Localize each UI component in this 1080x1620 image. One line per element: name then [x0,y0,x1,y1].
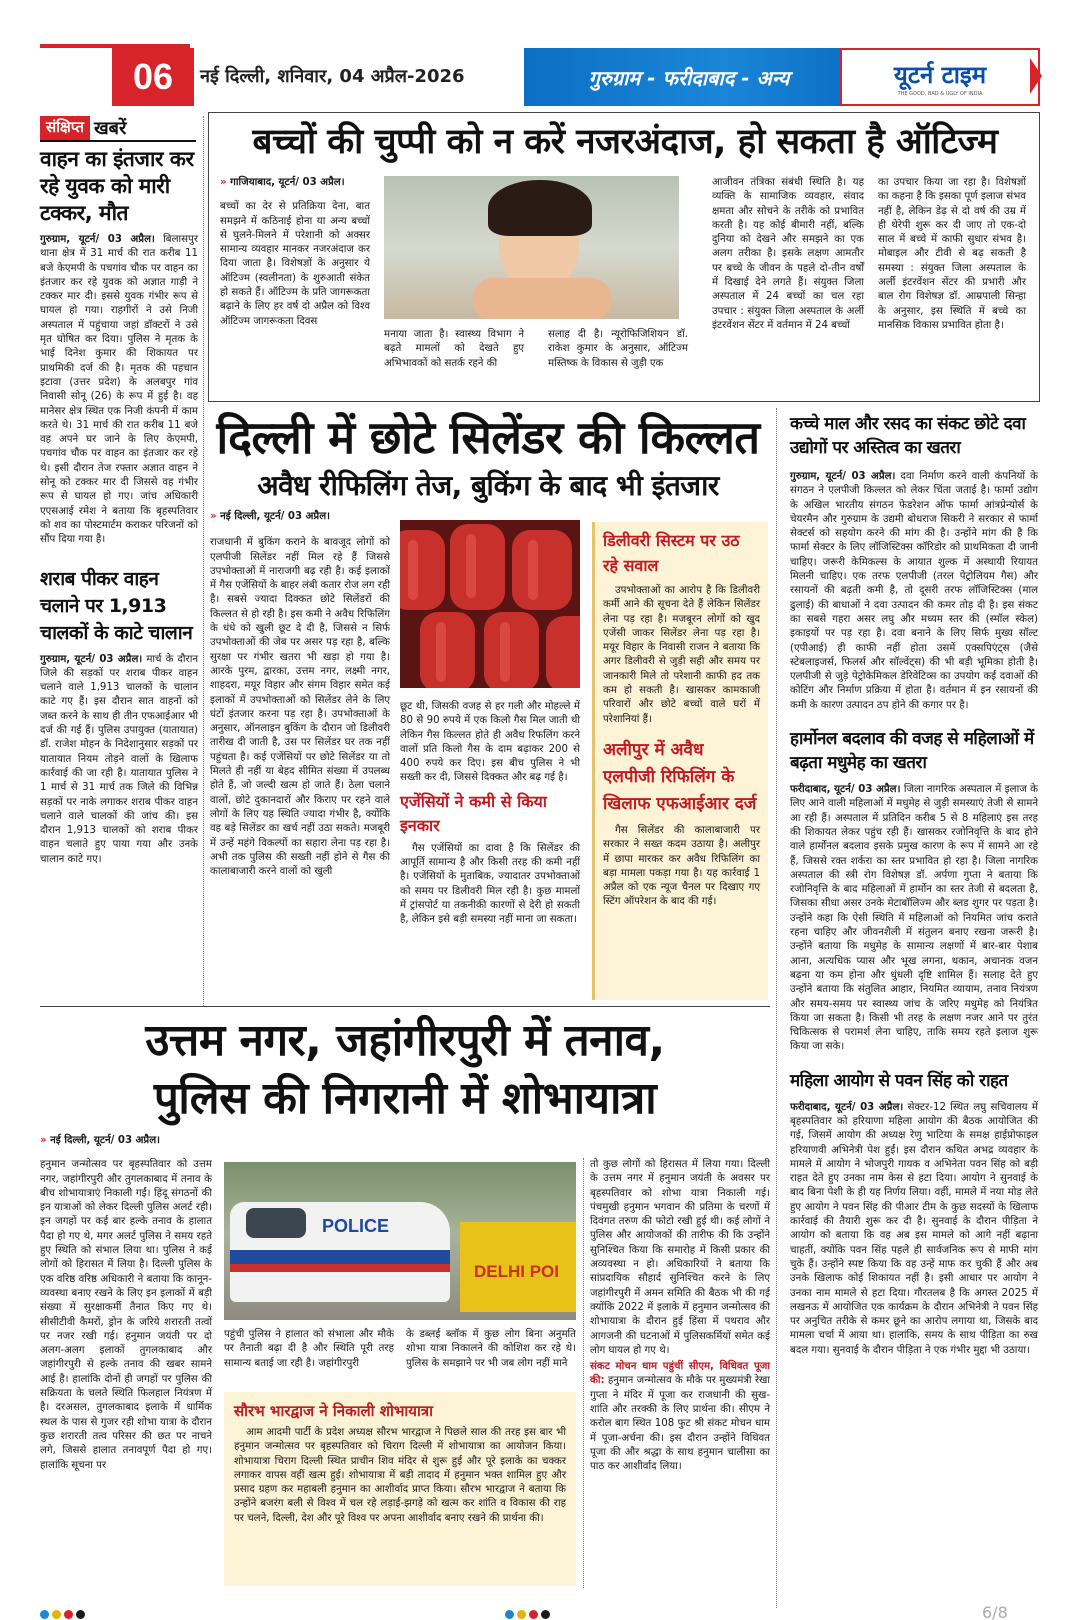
pawan-title: महिला आयोग से पवन सिंह को राहत [790,1070,1008,1091]
autism-col1: » गाजियाबाद, यूटर्न/ 03 अप्रैल। बच्चों का देर से प्रतिक्रिया देना, बात समझने में कठिनाई होना या अन्य बच्चों से घुलने-मिलने में परेशानी को अक्सर सामान्य व्यवहार मानकर नजरअंदाज कर दिया जाता है। विशेषज्ञों के अनुसार ये ऑटिज्म (स्वलीनता) के शुरुआती संकेत हो सकते हैं। ऑटिज्म के प्रति जागरूकता बढ़ाने के लिए हर वर्ष दो अप्रैल को विश्व ऑटिज्म जागरूकता दिवस [220,176,370,329]
brief-story1-title: वाहन का इंतजार कर रहे युवक को मारी टक्कर, मौत [40,147,194,225]
cylinder-col1: » नई दिल्ली, यूटर्न/ 03 अप्रैल। राजधानी में बुकिंग कराने के बावजूद लोगों को एलपीजी सिलेंडर नहीं मिल रहे हैं जिससे उपभोक्ताओं में नाराजगी बढ़ रही है। कई इलाकों में गैस एजेंसियों के बाहर लंबी कतार रोज लग रही है। सबसे ज्यादा दिक्कत छोटे सिलेंडरों की किल्लत से हो रही है। इस कमी ने अवैध रिफिलिंग के धंधे को खुली छूट दे दी है, जिससे न सिर्फ उपभोक्ताओं की जेब पर असर पड़ रहा है, बल्कि सुरक्षा पर गंभीर खतरा भी खड़ा हो गया है। आरके पुरम, द्वारका, उत्तम नगर, लक्ष्मी नगर, शाहदरा, मयूर विहार और संगम विहार समेत कई इलाकों में उपभोक्ताओं को सिलेंडर लेने के लिए घंटों इंतजार करना पड़ रहा है। उपभोक्ताओं के अनुसार, ऑनलाइन बुकिंग के दौरान जो डिलीवरी तारीख दी जाती है, उस पर सिलेंडर घर तक नहीं पहुंचता है। कई एजेंसियों पर छोटे सिलेंडर या तो मिलते ही नहीं या बेहद सीमित संख्या में उपलब्ध होते हैं, जो जल्दी खत्म हो जाते हैं। ठेला चलाने वालों, छोटे दुकानदारों और किराए पर रहने वाले लोगों के लिए यह स्थिति ज्यादा गंभीर है, क्योंकि वह बड़े सिलेंडर का खर्च नहीं उठा सकते। मजबूरी में उन्हें महंगे विकल्पों का सहारा लेना पड़ रहा है। अभी तक पुलिस की सख्ती नहीं होने से गैस की कालाबाजारी करने वालों को खुली [210,510,390,879]
tension-col3: के डब्लई ब्लॉक में कुछ लोग बिना अनुमति शोभा यात्रा निकालने की कोशिश कर रहे थे। पुलिस के समझाने पर भी जब लोग नहीं माने [406,1329,576,1369]
autism-dateline: गाजियाबाद, यूटर्न/ 03 अप्रैल। [230,177,345,188]
police-car [230,1202,450,1302]
brief-label [40,116,196,140]
pawan-dateline: फरीदाबाद, यूटर्न/ 03 अप्रैल। [790,1101,904,1113]
cylinder-col2 [400,700,580,928]
police-car-stripe [230,1250,450,1264]
alipur-body: गैस सिलेंडर की कालाबाजारी पर सरकार ने सख्त कदम उठाया है। अलीपुर में छापा मारकर कर अवैध रिफिलिंग का बड़ा मामला पकड़ा गया है। यह कार्रवाई 1 अप्रैल को एक न्यूज चैनल पर दिखाए गए स्टिंग ऑपरेशन के बाद की गई। [603,824,760,908]
delivery-head: डिलीवरी सिस्टम पर उठ रहे सवाल [603,531,740,575]
tension-col-divider [583,1158,584,1588]
police-car-window [246,1208,306,1238]
cylinder-subtitle: अवैध रीफिलिंग तेज, बुकिंग के बाद भी इंतजार [257,469,719,502]
pharma-body [790,470,1038,713]
alipur-head: अलीपुर में अवैध एलपीजी रिफिलिंग के खिलाफ एफआईआर दर्ज [603,739,757,814]
sankat-body: हनुमान जन्मोत्सव के मौके पर मुख्यमंत्री रेखा गुप्ता ने मंदिर में पूजा कर राजधानी की सुख-शांति और तरक्की के लिए प्रार्थना की। सीएम ने करोल बाग स्थित 108 फुट श्री संकट मोचन धाम में पूजा-अर्चना की। इस दौरान उन्होंने विधिवत पूजा की और श्रद्धा के साथ हनुमान चालीसा का पाठ कर आशीर्वाद लिया। [590,1375,770,1473]
right-column [790,412,1038,1358]
logo-tagline: THE GOOD, BAD & UGLY OF INDIA [897,90,983,97]
diabetes-title: हार्मोनल बदलाव की वजह से महिलाओं में बढ़ता मधुमेह का खतरा [790,729,1034,774]
brief-story1-dateline: गुरुग्राम, यूटर्न/ 03 अप्रैल। [40,234,155,245]
agency-body: गैस एजेंसियों का दावा है कि सिलेंडर की आपूर्ति सामान्य है और किसी तरह की कमी नहीं है। एजेंसियों के मुताबिक, ज्यादातर उपभोक्ताओं को समय पर डिलीवरी मिल रही है। कुछ मामलों में ट्रांसपोर्ट या तकनीकी कारणों से देरी हो सकती है, लेकिन इसे बड़ी समस्या नहीं माना जा सकता। [400,842,580,926]
tension-col4-text: तो कुछ लोगों को हिरासत में लिया गया। दिल्ली के उत्तम नगर में हनुमान जयंती के अवसर पर बृहस्पतिवार को शोभा यात्रा निकाली गई। पंचमुखी हनुमान भगवान की प्रतिमा के चरणों में दिवंगत तरुण की फोटो रखी हुई थी। कई लोगों ने पुलिस और आयोजकों की तारीफ की कि उन्होंने सुनिश्चित किया कि समारोह में किसी प्रकार की अव्यवस्था न हो। अधिकारियों ने बताया कि सांप्रदायिक सौहार्द सुनिश्चित करने के लिए जहांगीरपुरी में अमन समिति की बैठक भी की गई क्योंकि 2022 में इलाके में हनुमान जन्मोत्सव की शोभायात्रा के दौरान हुई हिंसा में पथराव और आगजनी की घटनाओं में पुलिसकर्मियों समेत कई लोग घायल हो गए थे। [590,1159,770,1356]
tension-col4 [590,1158,770,1475]
footer-dots-left [40,1604,88,1620]
police-text: POLICE [322,1216,390,1236]
brief-story2-title: शराब पीकर वाहन चलाने पर 1,913 चालकों के काटे चालान [40,567,193,644]
delivery-body: उपभोक्ताओं का आरोप है कि डिलीवरी कर्मी आने की सूचना देते हैं लेकिन सिलेंडर लेना पड़ रहा है। मजबूरन लोगों को खुद एजेंसी जाकर सिलेंडर लेना पड़ रहा है। मयूर विहार के निवासी राजन ने बताया कि अगर डिलीवरी से जुड़ी सही और समय पर जानकारी मिले तो परेशानी काफी हद तक कम हो सकती है। खासकर कामकाजी परिवारों और छोटे बच्चों वाले घरों में परेशानियां हैं। [603,585,760,725]
autism-col4: आजीवन तंत्रिका संबंधी स्थिति है। यह व्यक्ति के सामाजिक व्यवहार, संवाद क्षमता और सोचने के तरीके को प्रभावित करती है। यह कोई बीमारी नहीं, बल्कि दुनिया को देखने और समझने का एक अलग तरीका है। इसके लक्षण आमतौर पर बच्चे के जीवन के पहले दो-तीन वर्षों में दिखाई देने लगते हैं। संयुक्त जिला अस्पताल में 24 बच्चों का चल रहा उपचार : संयुक्त जिला अस्पताल के अर्ली इंटरवेंशन सेंटर में वर्तमान में 24 बच्चों [712,177,864,331]
tension-col1-text: हनुमान जन्मोत्सव पर बृहस्पतिवार को उत्तम नगर, जहांगीरपुरी और तुगलकाबाद में तनाव के बीच शोभायात्राएं निकाली गईं। हिंदू संगठनों की इन यात्राओं को लेकर दिल्ली पुलिस अलर्ट रही। इन जगहों पर कई बार हल्के तनाव के हालात पैदा हो गए थे, मगर अलर्ट पुलिस ने समय रहते हुए स्थिति को संभाल लिया था। पुलिस ने कई लोगों को हिरासत में लिया है। दिल्ली पुलिस के एक वरिष्ठ वरिष्ठ अधिकारी ने बताया कि कानून-व्यवस्था बनाए रखने के लिए इन इलाकों में बड़ी संख्या में सुरक्षाकर्मी तैनात किए गए थे। सीसीटीवी कैमरों, ड्रोन के जरिये शरारती तत्वों पर नजर रखी गई। हनुमान जयंती पर दो अलग-अलग इलाकों तुगलकाबाद और जहांगीरपुरी से हल्के तनाव की खबर सामने आई है। हालांकि दोनों ही जगहों पर पुलिस की सक्रियता के चलते स्थिति फिलहाल नियंत्रण में है। दरअसल, तुगलकाबाद इलाके में धार्मिक स्थल के पास से गुजर रही शोभा यात्रा के दौरान कुछ शरारती तत्व परिसर की छत पर नाचने लगे, जिससे हालात तनावपूर्ण पैदा हो गए। हालांकि सूचना पर [40,1159,212,1471]
cylinder-title: दिल्ली में छोटे सिलेंडर की किल्लत [216,411,760,464]
section-title: गुरुग्राम - फरीदाबाद - अन्य [588,65,790,90]
child-arm [472,278,612,319]
tension-title-1: उत्तम नगर, जहांगीरपुरी में तनाव, [145,1015,665,1066]
sankat-para [590,1360,770,1474]
brief-story2-dateline: गुरुग्राम, यूटर्न/ 03 अप्रैल। [40,653,143,665]
diabetes-body [790,783,1038,1055]
child-hair [488,180,592,236]
diabetes-text: जिला नागरिक अस्पताल में इलाज के लिए आने वाली महिलाओं में मधुमेह से जुड़ी समस्याएं तेजी से सामने आ रही हैं। अस्पताल में प्रतिदिन करीब 5 से 8 महिलाएं इस तरह की शिकायत लेकर पहुंच रही हैं। खासकर रजोनिवृत्ति के बाद होने वाले हार्मोनल बदलाव इसके प्रमुख कारण के रूप में सामने आ रहे हैं, जिससे रक्त शर्करा का स्तर प्रभावित हो रहा है। जिला नागरिक अस्पताल की स्त्री रोग विशेषज्ञ डॉ. अर्पणा गुप्ता ने बताया कि रजोनिवृत्ति के बाद महिलाओं में हार्मोन का स्तर तेजी से बदलता है, जिसका सीधा असर उनके मेटाबॉलिज्म और ब्लड शुगर पर पड़ता है। उन्होंने कहा कि ऐसी स्थिति में महिलाओं को नियमित जांच कराते रहना चाहिए और जीवनशैली में संतुलन बनाए रखना जरूरी है। उन्होंने बताया कि मधुमेह के सामान्य लक्षणों में बार-बार पेशाब आना, अत्यधिक प्यास और भूख लगना, थकान, अचानक वजन बढ़ना या कम होना और धुंधली दृष्टि शामिल हैं। सलाह देते हुए उन्होंने बताया कि संतुलित आहार, नियमित व्यायाम, तनाव नियंत्रण और समय-समय पर स्वास्थ्य जांच के जरिए मधुमेह को नियंत्रित किया जा सकता है। किसी भी तरह के लक्षण नजर आने पर तुरंत चिकित्सक से परामर्श लेना चाहिए, ताकि समय रहते इलाज शुरू किया जा सके। [790,784,1038,1053]
police-car-stripe-red [230,1264,450,1272]
saurabh-box [224,1392,576,1586]
date-line-bar [194,52,524,100]
cylinders-graphic [400,520,580,688]
header-red-arrow [1030,58,1042,94]
autism-col5: का उपचार किया जा रहा है। विशेषज्ञों का कहना है कि इसका पूर्ण इलाज संभव नहीं है, लेकिन डेढ़ से दो वर्ष की उम्र में ही थेरेपी शुरू कर दी जाए तो एक-दो साल में बच्चे में काफी सुधार संभव है। मोबाइल और टीवी से बढ़ सकती है समस्या : संयुक्त जिला अस्पताल के अर्ली इंटरवेंशन सेंटर की प्रभारी और बाल रोग विशेषज्ञ डॉ. आम्रपाली सिन्हा के अनुसार, इस स्थिति में बच्चे का मानसिक विकास प्रभावित होता है। [878,177,1026,331]
tension-title-2: पुलिस की निगरानी में शोभायात्रा [153,1073,657,1124]
page-counter: 6/8 [982,1603,1008,1620]
brief-story2-body [40,653,198,867]
logo-text: यूटर्न टाइम [893,60,987,89]
diabetes-dateline: फरीदाबाद, यूटर्न/ 03 अप्रैल। [790,784,901,796]
brief-story1-body [40,233,198,548]
brief-label-b: खबरें [93,118,127,139]
pharma-text: दवा निर्माण करने वाली कंपनियों के संगठन ने एलपीजी किल्लत को लेकर चिंता जताई है। फार्मा उद्योग के अखिल भारतीय संगठन फेडरेशन ऑफ फार्मा आंत्रप्रेन्योर्स के चेयरमैन और गुरुग्राम के उद्यमी बोधराज सिकरी ने सरकार से फार्मा सेक्टर्स को सहयोग करने की मांग की है। उन्होंने मांग की है कि फार्मा सेक्टर के लिए लॉजिस्टिक्स कॉरिडोर को प्राथमिकता दी जानी चाहिए। जरूरी केमिकल्स के आयात शुल्क में अस्थायी रियायत मिलनी चाहिए। एक तरफ एलपीजी (तरल पेट्रोलियम गैस) और रसायनों की बढ़ती कमी है, तो दूसरी तरफ लॉजिस्टिक्स (माल ढुलाई) की बाधाओं ने दवा उत्पादन की कमर तोड़ दी है। इस संकट का सबसे गहरा असर लघु और मध्यम स्तर की (स्मॉल स्केल) इकाइयों पर पड़ रहा है। दवा बनाने के लिए सिर्फ मुख्य सॉल्ट (एपीआई) ही काफी नहीं होता उसमें एक्सपिएंट्स (जैसे स्टेबलाइजर्स, फिलर्स और सॉल्वेंट्स) की भी बड़ी भूमिका होती है। एलपीजी से जुड़े पेट्रोकेमिकल डेरिवेटिव्स का उपयोग कई दवाओं की कोटिंग और निर्माण प्रक्रिया में होता है। वर्तमान में इन रसायनों की कमी के कारण उत्पादन ठप होने की कगार पर है। [790,471,1038,711]
police-photo [224,1162,576,1320]
brief-column-divider [203,116,204,1006]
autism-photo [384,176,679,319]
pawan-text: सेक्टर-12 स्थित लघु सचिवालय में बृहस्पतिवार को हरियाणा महिला आयोग की बैठक आयोजित की गई, जिसमें आयोग की अध्यक्ष रेणु भाटिया के समक्ष हाईप्रोफाइल हरियाणवी अभिनेत्री पेश हुईं। इस दौरान कथित अभद्र व्यवहार के मामले में आयोग ने भोजपुरी गायक व अभिनेता पवन सिंह को बड़ी राहत देते हुए उनका नाम केस से हटा दिया। आयोग ने सुनवाई के बाद बिना पेशी के ही यह निर्णय लिया। वहीं, मामले में नया मोड़ लेते हुए आयोग ने पवन सिंह की पीआर टीम के कुछ सदस्यों के खिलाफ कार्रवाई की तैयारी शुरू कर दी है। सुनवाई के दौरान पीड़िता ने आयोग को बताया कि वह अब इस मामले को आगे नहीं बढ़ाना चाहतीं, क्योंकि पवन सिंह पहले ही सार्वजनिक रूप से माफी मांग चुके हैं। उन्होंने स्पष्ट किया कि वह उन्हें माफ कर चुकी हैं और अब उनके खिलाफ कोई शिकायत नहीं है। इसी आधार पर आयोग ने उनका नाम मामले से हटा दिया। गौरतलब है कि अगस्त 2025 में लखनऊ में आयोजित एक कार्यक्रम के दौरान अभिनेत्री ने पवन सिंह पर अनुचित तरीके से कमर छूने का आरोप लगाया था, जिसके बाद मामला चर्चा में आया था। हालांकि, समय के साथ पीड़िता का रुख बदल गया। सुनवाई के दौरान पीड़िता ने एक गंभीर मुद्दा भी उठाया। [790,1101,1038,1356]
section-bar [524,48,854,106]
cylinder-col1-text: राजधानी में बुकिंग कराने के बावजूद लोगों को एलपीजी सिलेंडर नहीं मिल रहे हैं जिससे उपभोक्ताओं में नाराजगी बढ़ रही है। कई इलाकों में गैस एजेंसियों के बाहर लंबी कतार रोज लग रही है। सबसे ज्यादा दिक्कत छोटे सिलेंडरों की किल्लत से हो रही है। इस कमी ने अवैध रिफिलिंग के धंधे को खुली छूट दे दी है, जिससे न सिर्फ उपभोक्ताओं की जेब पर असर पड़ रहा है, बल्कि सुरक्षा पर गंभीर खतरा भी खड़ा हो गया है। आरके पुरम, द्वारका, उत्तम नगर, लक्ष्मी नगर, शाहदरा, मयूर विहार और संगम विहार समेत कई इलाकों में उपभोक्ताओं को सिलेंडर लेने के लिए घंटों इंतजार करना पड़ रहा है। उपभोक्ताओं के अनुसार, ऑनलाइन बुकिंग के दौरान जो डिलीवरी तारीख दी जाती है, उस पर सिलेंडर घर तक नहीं पहुंचता है। कई एजेंसियों पर छोटे सिलेंडर या तो मिलते ही नहीं या बेहद सीमित संख्या में उपलब्ध होते हैं, जो जल्दी खत्म हो जाते हैं। ठेला चलाने वालों, छोटे दुकानदारों और किराए पर रहने वाले लोगों के लिए यह स्थिति ज्यादा गंभीर है, क्योंकि वह बड़े सिलेंडर का खर्च नहीं उठा सकते। मजबूरी में उन्हें महंगे विकल्पों का सहारा लेना पड़ रहा है। अभी तक पुलिस की सख्ती नहीं होने से गैस की कालाबाजारी करने वालों को खुली [210,537,390,878]
pharma-dateline: गुरुग्राम, यूटर्न/ 03 अप्रैल। [790,471,896,482]
delhi-text: DELHI POI [474,1262,560,1281]
footer-dots-center [505,1604,553,1620]
cylinder-col2-text: छूट थी, जिसकी वजह से हर गली और मोहल्ले में 80 से 90 रुपये में एक किलो गैस मिल जाती थी लेकिन गैस किल्लत होते ही अवैध रिफलिंग करने वालों प्रति किलो गैस के दाम बढ़ाकर 200 से 400 रुपये कर दिए। इस बीच पुलिस ने भी सख्ती कर दी, जिससे दिक्कत और बढ़ गई है। [400,701,580,784]
tension-col2: पहुंची पुलिस ने हालात को संभाला और मौके पर तैनाती बढ़ा दी है और स्थिति पूरी तरह सामान्य बताई जा रही है। जहांगीरपुरी [224,1329,394,1369]
sankat-head: संकट मोचन धाम पहुंचीं सीएम, विधिवत पूजा की: [590,1361,770,1387]
pawan-body [790,1101,1038,1358]
cylinder-dateline: नई दिल्ली, यूटर्न/ 03 अप्रैल। [220,511,330,522]
page-number: 06 [132,56,174,97]
police-van [460,1222,576,1312]
brief-column [40,146,198,867]
autism-col3: सलाह दी है। न्यूरोफिजिशियन डॉ. राकेश कुमार के अनुसार, ऑटिज्म मस्तिष्क के विकास से जुड़ी एक [548,329,688,369]
page-number-box [112,48,194,106]
tension-dateline: नई दिल्ली, यूटर्न/ 03 अप्रैल। [50,1135,160,1146]
tension-top-rule [40,1006,770,1007]
brief-story1-text: बिलासपुर थाना क्षेत्र में 31 मार्च की रात करीब 11 बजे केएमपी के पचगांव चौक पर वाहन का इंतजार कर रहे युवक को अज्ञात गाड़ी ने टक्कर मार दी। इससे युवक गंभीर रूप से घायल हो गया। राहगीरों ने उसे निजी अस्पताल में पहुंचाया जहां डॉक्टरों ने उसे मृत घोषित कर दिया। पुलिस ने मृतक के भाई दिनेश कुमार की शिकायत पर प्राथमिकी दर्ज की है। मृतक की पहचान इटावा (उत्तर प्रदेश) के अलबपुर गांव निवासी सोनू (26) के रूप में हुई है। वह मानेसर क्षेत्र स्थित एक निजी कंपनी में काम करते थे। 31 मार्च की रात करीब 11 बजे वह अपने घर जाने के लिए केएमपी, पचगांव चौक पर वाहन का इंतजार कर रहे थे। इसी दौरान तेज रफ्तार अज्ञात वाहन ने सोनू को टक्कर मार दी जिससे वह गंभीर रूप से घायल हो गए। जांच अधिकारी एएसआई रमेश ने बताया कि बृहस्पतिवार को शव का पोस्टमार्टम कराकर परिजनों को सौंप दिया गया है। [40,234,198,546]
cylinder-photo [400,520,580,688]
date-line: नई दिल्ली, शनिवार, 04 अप्रैल-2026 [200,66,465,87]
autism-title: बच्चों की चुप्पी को न करें नजरअंदाज, हो सकता है ऑटिज्म [252,122,998,162]
logo-box [840,48,1040,106]
agency-head: एजेंसियों ने कमी से किया इनकार [400,791,547,835]
brief-story2-text: मार्च के दौरान जिले की सड़कों पर शराब पीकर वाहन चलाने वाले 1,913 चालकों के चालान काटे गए हैं। इस दौरान सात वाहनों को जब्त करने के साथ ही तीन एफआईआर भी दर्ज की गई हैं। पुलिस उपायुक्त (यातायात) डॉ. राजेश मोहन के निदेशानुसार सड़कों पर यातायात नियम तोड़ने वालों के खिलाफ कार्रवाई की जा रही है। यातायात पुलिस ने 1 मार्च से 31 मार्च तक जिले की विभिन्न सड़कों पर नाके लगाकर शराब पीकर वाहन चलाने वाले चालकों की जांच की। इस दौरान 1,913 चालकों को शराब पीकर वाहन चलाते हुए पाया गया और उनके चालान काटे गए। [40,653,198,865]
saurabh-body: आम आदमी पार्टी के प्रदेश अध्यक्ष सौरभ भारद्वाज ने पिछले साल की तरह इस बार भी हनुमान जन्मोत्सव पर बृहस्पतिवार को चिराग दिल्ली में शोभायात्रा का आयोजन किया। शोभायात्रा चिराग दिल्ली स्थित प्राचीन शिव मंदिर से शुरू हुई और पूरे इलाके का चक्कर लगाकर वापस वहीं खत्म हुई। शोभायात्रा में बड़ी तादाद में हनुमान भक्त शामिल हुए और प्रसाद ग्रहण कर महाबली हनुमान का आशीर्वाद प्राप्त किया। सौरभ भारद्वाज ने बताया कि उन्होंने बजरंग बली से विश्व में चल रहे लड़ाई-झगड़े को खत्म कर शांति व विकास की राह पर चलने, दिल्ली, देश और पूरे विश्व पर अपना आशीर्वाद बनाए रखने की प्रार्थना की। [234,1427,566,1524]
autism-col1-text: बच्चों का देर से प्रतिक्रिया देना, बात समझने में कठिनाई होना या अन्य बच्चों से घुलने-मिलने में परेशानी को अक्सर सामान्य व्यवहार मानकर नजरअंदाज कर दिया जाता है। विशेषज्ञों के अनुसार ये ऑटिज्म (स्वलीनता) के शुरुआती संकेत हो सकते हैं। ऑटिज्म के प्रति जागरूकता बढ़ाने के लिए हर वर्ष दो अप्रैल को विश्व ऑटिज्म जागरूकता दिवस [220,201,370,327]
brief-label-a: संक्षिप्त [40,116,90,140]
autism-col2: मनाया जाता है। स्वास्थ्य विभाग ने बढ़ते मामलों को देखते हुए अभिभावकों को सतर्क रहने की [384,329,524,369]
saurabh-head: सौरभ भारद्वाज ने निकाली शोभायात्रा [234,1402,434,1420]
cylinder-side-box [592,522,768,1000]
tension-col1: » नई दिल्ली, यूटर्न/ 03 अप्रैल। हनुमान जन्मोत्सव पर बृहस्पतिवार को उत्तम नगर, जहांगीरपुरी और तुगलकाबाद में तनाव के बीच शोभायात्राएं निकाली गईं। हिंदू संगठनों की इन यात्राओं को लेकर दिल्ली पुलिस अलर्ट रही। इन जगहों पर कई बार हल्के तनाव के हालात पैदा हो गए थे, मगर अलर्ट पुलिस ने समय रहते हुए स्थिति को संभाल लिया था। पुलिस ने कई लोगों को हिरासत में लिया है। दिल्ली पुलिस के एक वरिष्ठ वरिष्ठ अधिकारी ने बताया कि कानून-व्यवस्था बनाए रखने के लिए इन इलाकों में बड़ी संख्या में सुरक्षाकर्मी तैनात किए गए थे। सीसीटीवी कैमरों, ड्रोन के जरिये शरारती तत्वों पर नजर रखी गई। हनुमान जयंती पर दो अलग-अलग इलाकों तुगलकाबाद और जहांगीरपुरी से हल्के तनाव की खबर सामने आई है। हालांकि दोनों ही जगहों पर पुलिस की सक्रियता के चलते स्थिति फिलहाल नियंत्रण में है। दरअसल, तुगलकाबाद इलाके में धार्मिक स्थल के पास से गुजर रही शोभा यात्रा के दौरान कुछ शरारती तत्व परिसर की छत पर नाचने लगे, जिससे हालात तनावपूर्ण पैदा हो गए। हालांकि सूचना पर [40,1134,212,1473]
brief-label-rule [40,140,196,142]
pharma-title: कच्चे माल और रसद का संकट छोटे दवा उद्योगों पर अस्तित्व का खतरा [790,414,1026,458]
right-column-divider [776,408,777,1608]
